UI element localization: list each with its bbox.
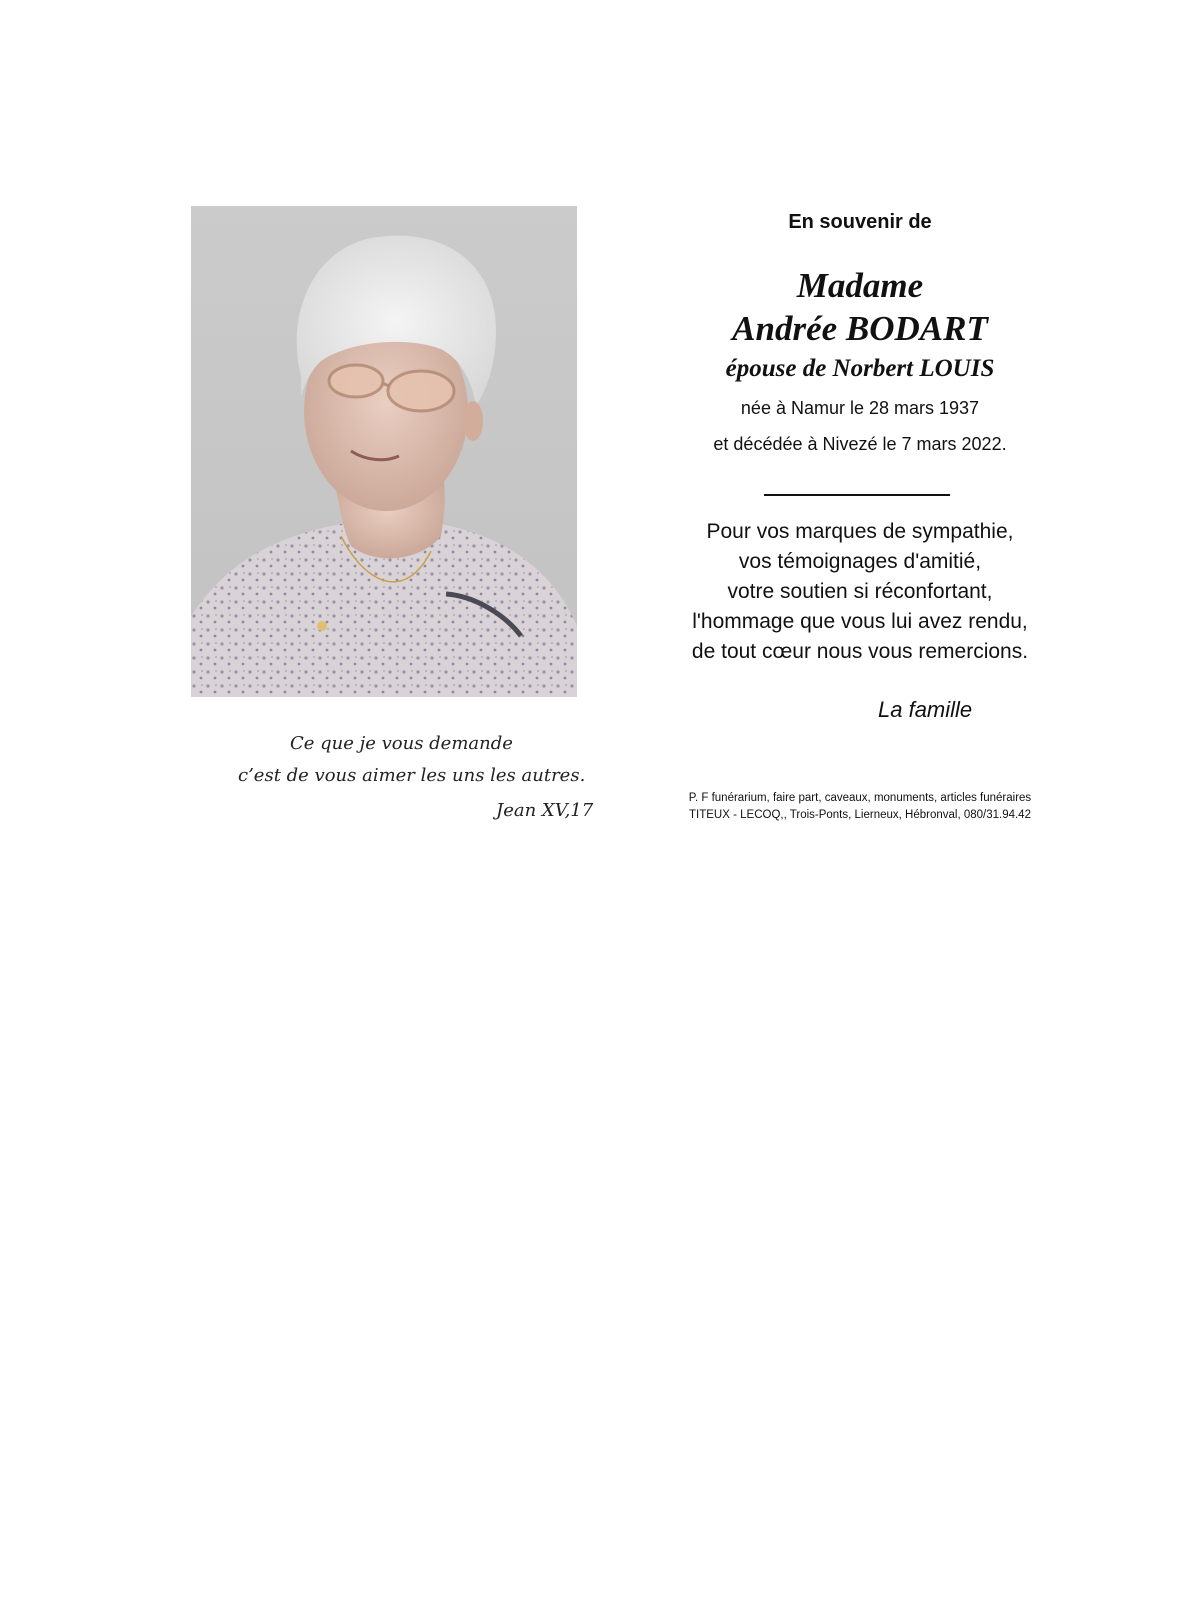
thanks-line: votre soutien si réconfortant, — [727, 580, 993, 603]
thanks-message — [660, 517, 1060, 667]
thanks-line: l'hommage que vous lui avez rendu, — [692, 610, 1028, 633]
heading: En souvenir de — [788, 211, 932, 233]
footer-line-1: P. F funérarium, faire part, caveaux, monuments, articles funéraires — [688, 792, 1032, 804]
death-line: et décédée à Nivezé le 7 mars 2022. — [713, 434, 1007, 454]
quote-line-2: c’est de vous aimer les uns les autres. — [238, 765, 586, 786]
spouse-line: épouse de Norbert LOUIS — [725, 355, 995, 382]
thanks-line: de tout cœur nous vous remercions. — [691, 640, 1029, 663]
footer-line-2: TITEUX - LECOQ,, Trois-Ponts, Lierneux, Hébronval, 080/31.94.42 — [689, 809, 1031, 821]
title-madame: Madame — [796, 266, 924, 305]
thanks-line: Pour vos marques de sympathie, — [706, 520, 1014, 543]
deceased-name: Andrée BODART — [732, 309, 988, 348]
birth-line: née à Namur le 28 mars 1937 — [740, 398, 980, 418]
divider — [764, 494, 950, 496]
signature: La famille — [878, 697, 973, 722]
quote-line-1: Ce que je vous demande — [290, 733, 513, 754]
quote-reference: Jean XV,17 — [496, 800, 594, 821]
funeral-home-footer — [660, 790, 1060, 824]
portrait-illustration — [191, 206, 577, 697]
portrait-photo — [191, 206, 577, 697]
thanks-line: vos témoignages d'amitié, — [738, 550, 982, 573]
